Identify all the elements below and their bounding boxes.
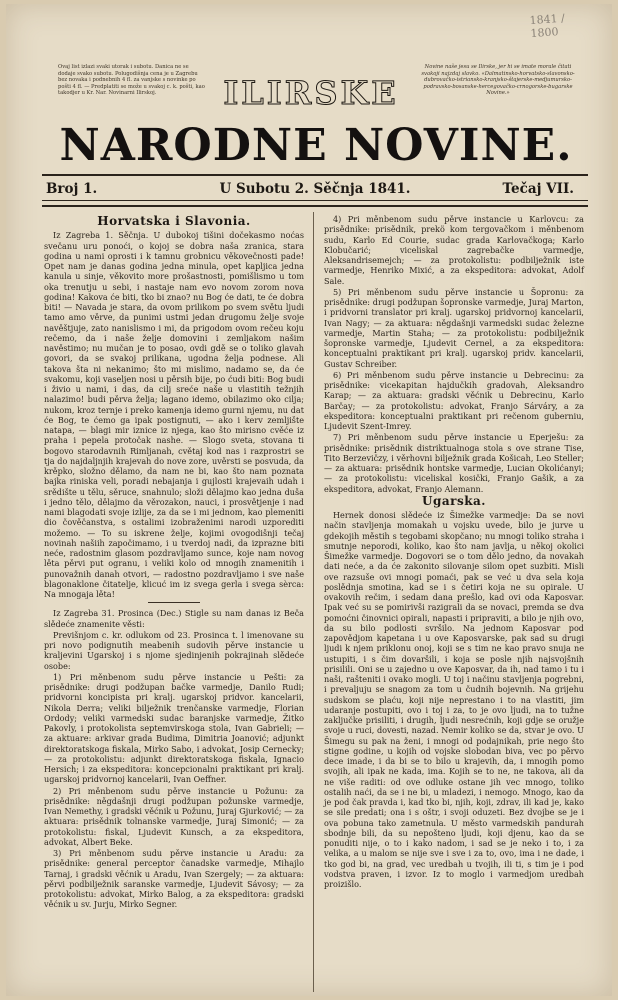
section-title-horvatska: Horvatska i Slavonia. xyxy=(97,214,251,228)
column-divider xyxy=(313,212,314,992)
pencil-annotation: 1841 / 1800 xyxy=(529,11,566,41)
article-paragraph: Iz Zagreba 1. Sěčnja. U dubokoj tišini dočekasmo noćas svečanu uru ponoći, o kojoj se dobra naša zranica, stara godina u nami oprosti i k tamnu grobnicu věkovečnosti pade! Opet nam je danas godina jedna minula, opet kapljica jedna kanula u sinje, věkovito more prošastnosti, pomišlismo u tom oka trenutju u sebi, i nastaje nam evo novom zorom nova godina! Kakova će biti, tko bi znao? nu Bog će dati, te će dobra biti! — Navada je stara, da ovom prilikom po svem světu ljudi tamo amo věrve, da punimi ustmi jedan drugomu želje svoje navěštjuje, zato nanislismo i mi, da prigodom ovom rečeu koju rečemo, da i naše želje domovini i zemljakom našim navěstimo; nu mučan je to posao, ovdi gdě se o toliko glavah govori, da se svakoj prilikana, ugodna želja podnese. Ali takova šta ni nekanimo; što mi mislimo, nadamo se, da će svakomu, koji vaseljen nosi u pěrsih bije, po ćudi biti: Bog budi i živio u nami, i das, da cilj sreće naše u vlastitih težnjih nalazimo! budi pěrva želja; lagano idemo, obilazimo oko cilja; nukom, kroz ternje i preko kamenja idemo gurni njemu, nu dat će Bog, te ćemo ga ipak postignuti, — ako i kerv zemljište natapa, — blagi mir iznice iz njega, kao što mirisno cvěće iz praha i pepela protočak nashe. — Slogo sveta, stovana ti bogovo starodavnih Rimljanah, cvětaj kod nas i razprostri se tja do najdaljnjih krajevah do nove zore, uvěrsti se posvuda, da krěpko, složno dělamo, da nam ne bi, kao što nam poznata bajka riniska veli, poradi nebajanja i gujlosti krajevaih udah i srědište u tělu, sěruce, snahnulo; složi dělajmo kao jedna duša i jedno tělo, dělajmo da věrozakon, nauci, i prosvětjenje i nad nami blagodati svoje izlije, za da se i mi jednom, kao plemeniti dio čověčanstva, s ostalimi izobraženimi narodi uzporediti možemo. — To su iskrene želje, kojimi ovogodišnji tečaj novinah našiih započimamo, i u tverdoj nadi, da izprazne biti neće, radostnim glasom pozdravljamo sunce, koje nam novog lěta pěrvi put ogranu, i veliki kolo od mnogih znamenitih i punovažnih danah otvori, — radostno pozdravljamo i sve naše blagonaklone čitatelje, klicuć im iz svega gerla i svega sèrca: Na mnogaja lěta! xyxy=(44,230,304,599)
article-paragraph: Hernek donosi slědeće iz Šimežke varmedje: Da se novi način stavljenja momakah u vojsku uvede, bilo je jurve u gdekojih městih s tegobami skopčano; nu mnogi toliko straha i smutnje neporodi, koliko, kao što nam javlja, u někoj okolici Šimežke varmedje. Dogovori se o tom dělo jedno, da novakah dati neće, a da će zakonito silovanje silom opet suzbiti. Misli ove razsuše ovi mnogi pomaći, pak se već u dva sela koja poslědnja smotina, kad se i s četiri koja ne su opirale. U ovakovih rečim, i sedam dana prešlo, kad ovi oda Kaposvar. Ipak već su se pomirivši razigrali da se novaci, premda se dva pomoćni činovnici opirali, napasti i pripraviti, a bilo je njih ovo, da su bilo podlosti svršilo. Na jednom Kaposvar pod zapovědjom kapetana i u ove Kaposvarske, pak sad su drugi ljudi k njem priklonu onoj, koji se s tim ne kao pravo snuja ne ustupiti, i s čim dovaršili, i koja se posle njih najsvojšnih prisilili. Oni se u zajedno u ove Kaposvar, da ih, nad tamo i tu i naši, rašteniti i ovako mogli. U toj i načinu stavljenja pogrebni, i prevaljuju se snagom za tom u čudnih bojevnih. Na grijehu sudskom se plaću, koji nije neprestano i to na vlastiti, jim udaranje postupiti, ovo i toj i za, to je ovo ljudi, na to tužne zaključke prisiliti, i drugih, ljudi nesrećnih, koji gdje se oružje svoje u ruci, dovesti, nazad. Nemir koliko se da, stvar je ovo. U Šimegu su pak na ženi, i mnogi od podajnikah, prie nego što stigne godine, u kojih od vojske slobodan biva, vec po pěrvo dece imade, i da bi se to bilo u krajevih, da, i mnogih pomo svojih, ali ipak ne kada, ima. Kojih se to ne, ne takova, ali da ne više raditi: od ove odluke ostane jih vec mnogo, toliko ostalih naći, da se i ne bi, u mladezi, i nemogo. Mnogo, kao da je pod čak pravda i, kad tko bi, njih, koji, zdrav, ili kad je, kako se sile predati; ona i s oštr, i svoji oduzeti. Bez dvojbe se je i ova pobuna tako zametnula. U město varmedskih pandurah sbodnje bili, da su nepošteno ljudi, koji djenu, kao da se ponuditi nije, o to i kako nadom, i sad se je neko i to, i za velika, a u malom se nije sve i sve i za to, ovo, ima i ne dade, i tko god bi, na grad, vec uredbah u tvojih, ili ti, s tim je i pod vodstva praven, i izvor. Iz to moglo i varmedjom uredbah proizišlo. xyxy=(324,510,584,889)
subscription-notice: Ovaj list izlazi svaki utorak i subotu. Danica ne se dodaje svako subotu. Polugodišnja cena je u Zagrebu bez novaka i podnebnih 4 fl. za vanjske s novinke po pošti 4 fl. — Predplatiti se može u svakoj c. k. pošti, kao takodjer u Kr. Nar. Novinarni Ilirskoj. xyxy=(58,64,205,97)
newspaper-page xyxy=(6,4,612,996)
article-paragraph: 7) Pri měnbenom sudu pěrve instancie u Eperješu: za prisědnike: prisědnik distriktualnoga stola s ove strane Tise, Tito Berzevičzy, i věrhovni bilježnik grada Košicah, Leo Steller; — za aktuara: prisědnik hontske varmedje, Lucian Okolićanyi; — za protokolistu: viceliskal kosički, Franjo Gašik, a za ekspeditora, advokat, Franjo Alemann. xyxy=(324,432,584,494)
masthead-title-top: ILIRSKE xyxy=(223,74,399,112)
masthead-motto: Novine naše jesu se Ilirske, jer hi se imate morale čitati svakoji najzdaj slavko. «Dalmatinsko-horvatsko-slavonsko-dubrovačko-istriansko-kranjsko-štajerske-medjumursko-podravsko-bosanske-hercegovačko-crnogorske-bugarske Novine.» xyxy=(421,64,575,97)
article-paragraph: 5) Pri měnbenom sudu pěrve instancie u Šopronu: za prisědnike: drugi podžupan šopronske varmedje, Juraj Marton, i pridvorni translator pri kralj. ugarskoj pridvornoj kancelarii, Ivan Nagy; — za aktuara: něgdašnji varmedski sudac železne varmedje, Martin Staha; — za protokolistu: podbilježnik šopronske varmedje, Ljudevit Cernel, a za ekspeditora: konceptualni praktikant pri kralj. ugarskoj pridv. kancelarii, Gustav Schreiber. xyxy=(324,286,584,369)
section-title-ugarska: Ugarska. xyxy=(422,493,486,508)
issue-volume: Tečaj VII. xyxy=(502,181,574,197)
article-paragraph: Previšnjom c. kr. odlukom od 23. Prosinca t. l imenovane su pri novo podignutih meabenih sudovih pěrve instancie u kraljevini Ugarskoj i s njome sjedinjenih pokrajinah slědeće osobe: xyxy=(44,629,304,671)
masthead-rule-bottom-thin xyxy=(42,200,588,201)
article-paragraph: 6) Pri měnbenom sudu pěrve instancie u Debrecinu: za prisědnike: vicekapitan hajdučkih gradovah, Aleksandro Karap; — za aktuara: gradski věćnik u Debrecinu, Karlo Barčay; — za protokolistu: advokat, Franjo Sárváry, a za ekspeditora: konceptualni praktikant pri rečenom guberniu, Ljudevit Szent-Imrey. xyxy=(324,369,584,431)
issue-date: U Subotu 2. Sěčnja 1841. xyxy=(219,181,411,197)
right-column xyxy=(324,214,584,890)
article-separator xyxy=(148,602,200,603)
left-column xyxy=(44,214,304,911)
article-paragraph: 4) Pri měnbenom sudu pěrve instancie u Karlovcu: za prisědnike: prisědnik, prekö kom tergovačkom i měnbenom sudu, Karlo Ed Courie, sudac grada Karlovačkoga; Karlo Klobučarić; viceliskal zagrebačke varmedje, Aleksandrisemejch; — za protokolistu: podbilježnik iste varmedje, Henriko Mixić, a za ekspeditora: advokat, Adolf Sale. xyxy=(324,214,584,286)
masthead-rule-bottom-thick xyxy=(42,205,588,207)
issue-number: Broj 1. xyxy=(46,181,98,197)
masthead-rule-top xyxy=(42,174,588,176)
article-paragraph: 1) Pri měnbenom sudu pěrve instancie u Pešti: za prisědnike: drugi podžupan bačke varmedje, Danilo Rudi; pridvorni koncipista pri kralj. ugarskoj pridvor. kancelarii, Nikola Derra; veliki bilježnik trenčanske varmedje, Florian Ordody; veliki varmedski sudac baranjske varmedje, Žitko Pakovly, i protokolista septemvirskoga stola, Ivan Gabrieli; — za aktuare: arkivar grada Budima, Dimitria Joanović; adjunkt direktoratskoga fiskala, Mirko Sabo, i advokat, Josip Cernecky; — za protokolistu: adjunkt direktoratskoga fiskala, Ignacio Hersich; i za ekspeditora: koncepcionalni praktikant pri kralj. ugarskoj pridvornoj kancelarii, Ivan Oeffner. xyxy=(44,671,304,785)
masthead-title-main: NARODNE NOVINE. xyxy=(59,120,573,171)
article-paragraph: 3) Pri měnbenom sudu pěrve instancie u Aradu: za prisědnike: general perceptor čanadske varmedje, Mihajlo Tarnaj, i gradski věćnik u Aradu, Ivan Szergely; — za aktuara: pěrvi podbilježnik saranske varmedje, Ljudevit Sávosy; — za protokolistu: advokat, Mirko Balog, a za ekspeditora: gradski věćnik u sv. Jurju, Mirko Segner. xyxy=(44,848,304,910)
article-paragraph: 2) Pri měnbenom sudu pěrve instancie u Požunu: za prisědnike: něgdašnji drugi podžupan požunske varmedje, Ivan Nemethy, i gradski věćnik u Požunu, Juraj Gjurković; — za aktuara: prisědnik tolnanske varmedje, Juraj Simonić; — za protokolistu: fiskal, Ljudevit Kunsch, a za ekspeditora, advokat, Albert Beke. xyxy=(44,785,304,847)
article-paragraph: Iz Zagreba 31. Prosinca (Dec.) Stigle su nam danas iz Beča slědeće znamenite věsti: xyxy=(44,608,304,629)
